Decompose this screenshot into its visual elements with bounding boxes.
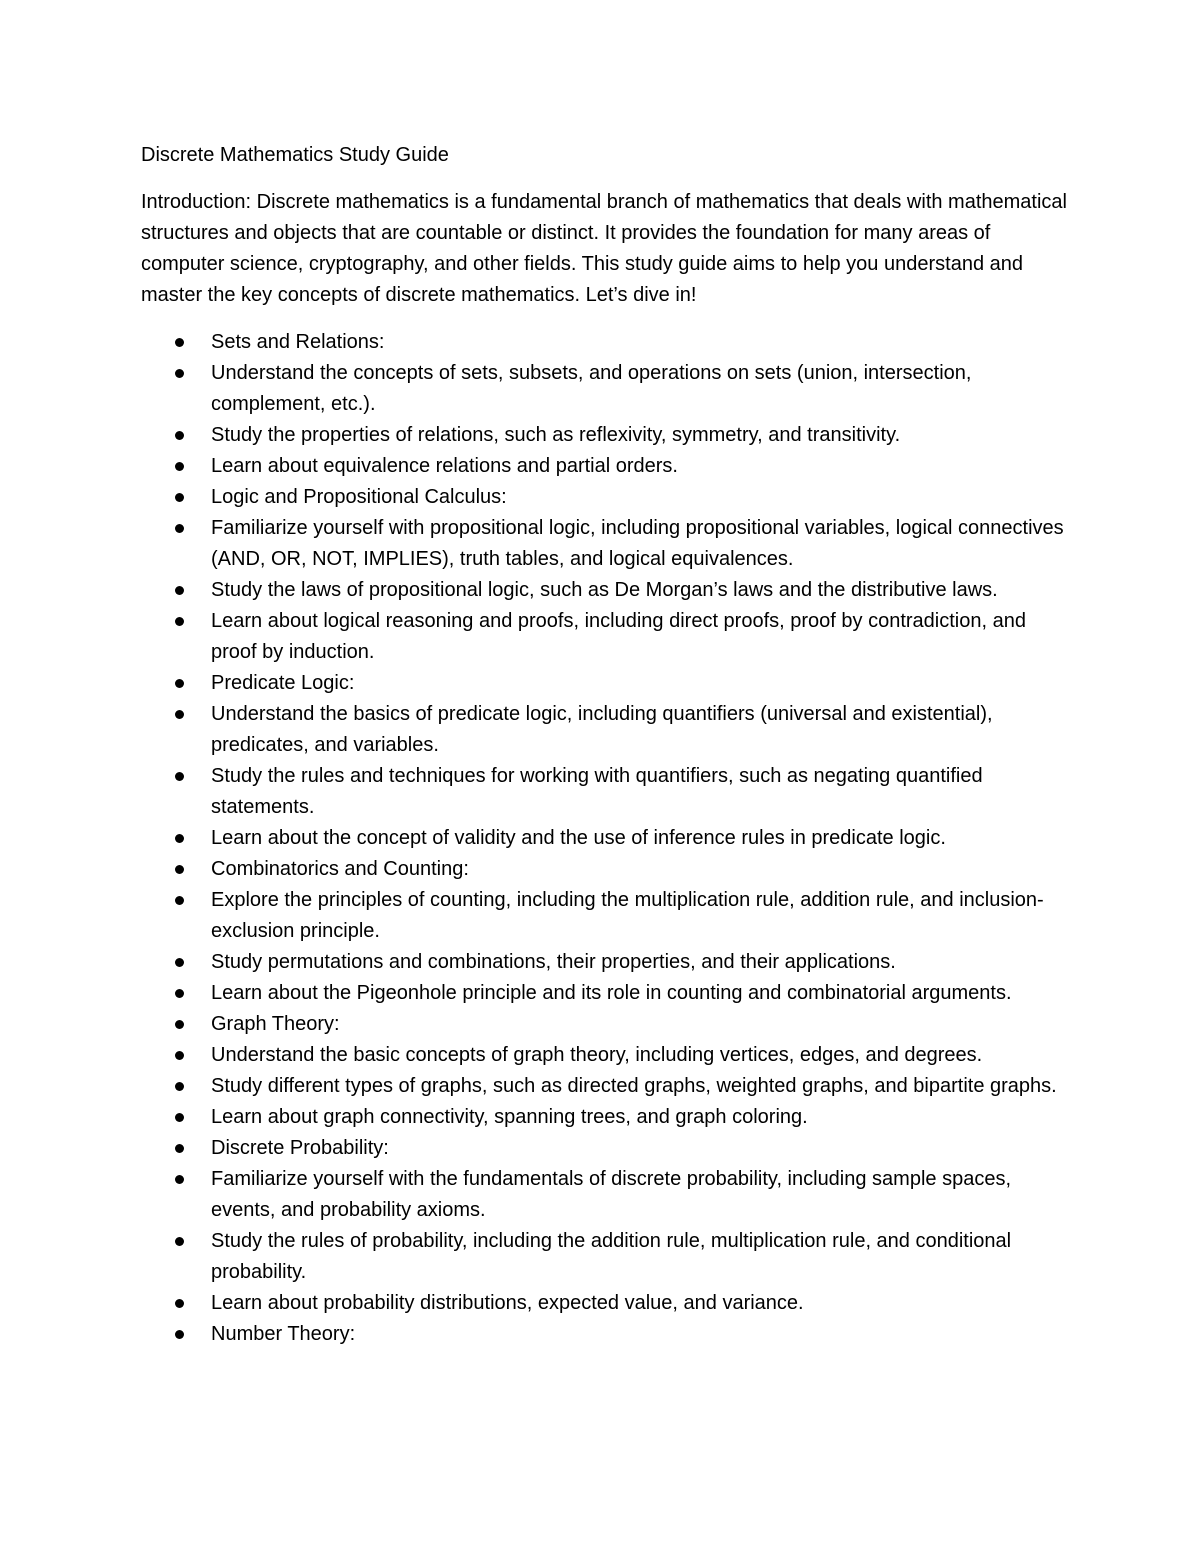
list-item [141, 947, 1071, 978]
list-item [141, 1319, 1071, 1350]
bullet-icon [175, 524, 184, 533]
list-item-text: Familiarize yourself with the fundamentals of discrete probability, including sample spaces, events, and probability axioms. [211, 1168, 1012, 1221]
list-item-text: Learn about the concept of validity and the use of inference rules in predicate logic. [211, 827, 946, 849]
bullet-icon [175, 1175, 184, 1184]
list-item-text: Logic and Propositional Calculus: [211, 486, 507, 508]
list-item-text: Discrete Probability: [211, 1137, 389, 1159]
list-item [141, 885, 1071, 947]
bullet-icon [175, 462, 184, 471]
bullet-icon [175, 617, 184, 626]
bullet-icon [175, 586, 184, 595]
bullet-icon [175, 369, 184, 378]
bullet-icon [175, 1113, 184, 1122]
list-item [141, 1009, 1071, 1040]
bullet-icon [175, 865, 184, 874]
bullet-icon [175, 989, 184, 998]
list-item-text: Learn about graph connectivity, spanning trees, and graph coloring. [211, 1106, 808, 1128]
list-item [141, 854, 1071, 885]
bullet-icon [175, 834, 184, 843]
list-item [141, 699, 1071, 761]
list-item [141, 482, 1071, 513]
list-item-text: Understand the concepts of sets, subsets, and operations on sets (union, intersection, complement, etc.). [211, 362, 972, 415]
list-item-text: Study the rules of probability, including the addition rule, multiplication rule, and conditional probability. [211, 1230, 1012, 1283]
bullet-icon [175, 1051, 184, 1060]
list-item [141, 1102, 1071, 1133]
document-title: Discrete Mathematics Study Guide [141, 144, 449, 166]
list-item [141, 1071, 1071, 1102]
list-item-text: Study permutations and combinations, their properties, and their applications. [211, 951, 896, 973]
list-item-text: Study the properties of relations, such as reflexivity, symmetry, and transitivity. [211, 424, 901, 446]
list-item [141, 1226, 1071, 1288]
list-item [141, 668, 1071, 699]
list-item [141, 761, 1071, 823]
list-item [141, 327, 1071, 358]
bullet-icon [175, 431, 184, 440]
list-item-text: Learn about logical reasoning and proofs, including direct proofs, proof by contradiction, and proof by induction. [211, 610, 1026, 663]
list-item-text: Predicate Logic: [211, 672, 355, 694]
bullet-icon [175, 338, 184, 347]
list-item-text: Explore the principles of counting, including the multiplication rule, addition rule, and inclusion-exclusion principle. [211, 889, 1044, 942]
list-item-text: Number Theory: [211, 1323, 356, 1345]
list-item [141, 513, 1071, 575]
list-item [141, 978, 1071, 1009]
bullet-icon [175, 710, 184, 719]
list-item-text: Learn about equivalence relations and partial orders. [211, 455, 678, 477]
list-item-text: Study the rules and techniques for working with quantifiers, such as negating quantified statements. [211, 765, 983, 818]
list-item [141, 1133, 1071, 1164]
list-item [141, 575, 1071, 606]
list-item-text: Understand the basics of predicate logic, including quantifiers (universal and existential), predicates, and variables. [211, 703, 993, 756]
list-item-text: Understand the basic concepts of graph theory, including vertices, edges, and degrees. [211, 1044, 983, 1066]
bullet-icon [175, 1330, 184, 1339]
bullet-icon [175, 1237, 184, 1246]
list-item [141, 823, 1071, 854]
bullet-icon [175, 1299, 184, 1308]
bullet-list [141, 327, 1071, 1350]
list-item-text: Study different types of graphs, such as directed graphs, weighted graphs, and bipartite graphs. [211, 1075, 1057, 1097]
intro-paragraph: Introduction: Discrete mathematics is a fundamental branch of mathematics that deals with mathematical structures and objects that are countable or distinct. It provides the foundation for many areas of computer science, cryptography, and other fields. This study guide aims to help you understand and master the key concepts of discrete mathematics. Let’s dive in! [141, 191, 1067, 306]
list-item [141, 1040, 1071, 1071]
list-item [141, 420, 1071, 451]
list-item-text: Graph Theory: [211, 1013, 340, 1035]
list-item-text: Study the laws of propositional logic, such as De Morgan’s laws and the distributive laws. [211, 579, 998, 601]
document-content [141, 140, 1071, 1350]
list-item-text: Combinatorics and Counting: [211, 858, 469, 880]
list-item [141, 1288, 1071, 1319]
bullet-icon [175, 1144, 184, 1153]
list-item [141, 606, 1071, 668]
list-item-text: Familiarize yourself with propositional logic, including propositional variables, logical connectives (AND, OR, NOT, IMPLIES), truth tables, and logical equivalences. [211, 517, 1064, 570]
bullet-icon [175, 1020, 184, 1029]
list-item [141, 451, 1071, 482]
bullet-icon [175, 679, 184, 688]
bullet-icon [175, 772, 184, 781]
list-item [141, 358, 1071, 420]
list-item-text: Sets and Relations: [211, 331, 385, 353]
list-item-text: Learn about the Pigeonhole principle and its role in counting and combinatorial arguments. [211, 982, 1012, 1004]
list-item-text: Learn about probability distributions, expected value, and variance. [211, 1292, 804, 1314]
bullet-icon [175, 493, 184, 502]
bullet-icon [175, 1082, 184, 1091]
bullet-icon [175, 896, 184, 905]
list-item [141, 1164, 1071, 1226]
bullet-icon [175, 958, 184, 967]
